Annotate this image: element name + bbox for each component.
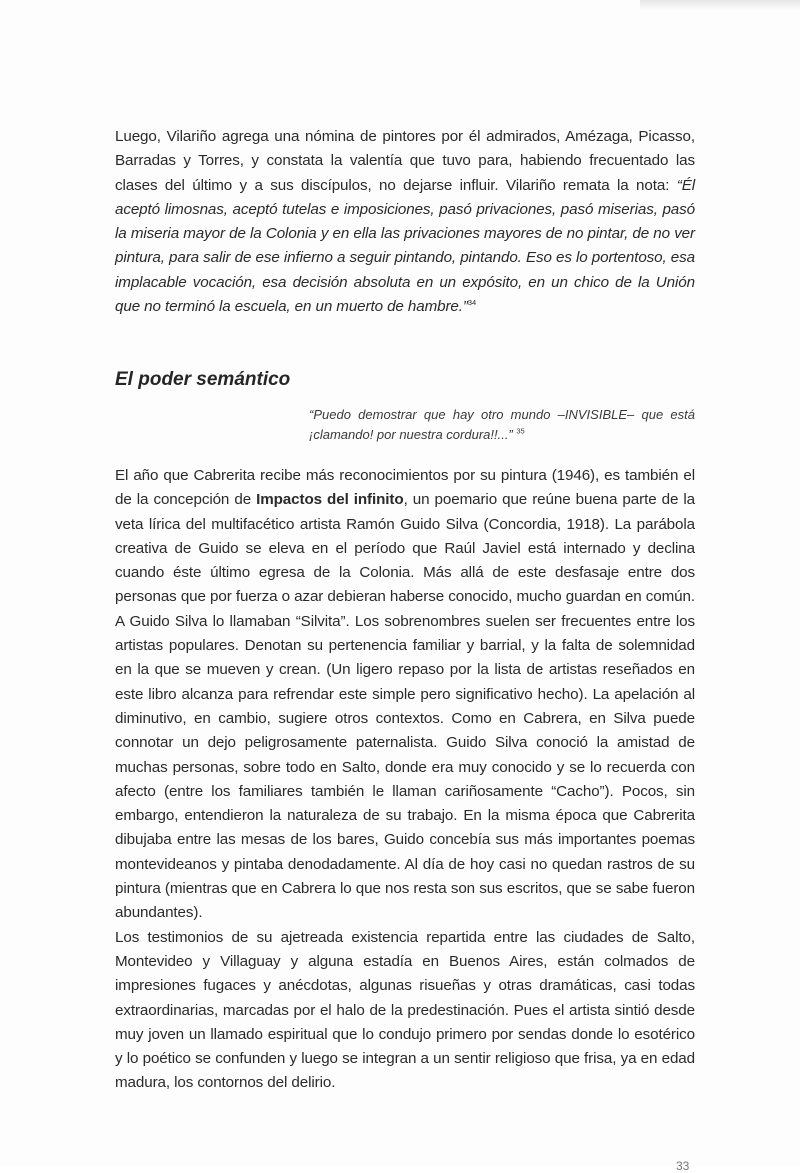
- footnote-ref-35: 35: [516, 426, 525, 436]
- paragraph-2-start: El año que Cabrerita recibe más reconocimientos por su pintura (1946), es también el de la concepción de: [115, 467, 695, 509]
- page-content: [115, 125, 695, 1092]
- section-body: [115, 464, 695, 1096]
- book-title-bold: Impactos del infinito: [256, 491, 404, 509]
- paragraph-testimonios: Los testimonios de su ajetreada existencia repartida entre las ciudades de Salto, Montevideo y Villaguay y alguna estadía en Buenos Aires, están colmados de impresiones fugaces y anécdotas, algunas risueñas y otras dramáticas, casi todas extraordinarias, marcadas por el halo de la predestinación. Pues el artista sintió desde muy joven un llamado espiritual que lo condujo primero por sendas donde lo esotérico y lo poético se confunden y luego se integran a un sentir religioso que frisa, ya en edad madura, los contornos del delirio.: [115, 928, 695, 1092]
- epigraph: [309, 405, 695, 445]
- footnote-ref-34: 34: [467, 298, 477, 308]
- paragraph-vilarino: [115, 125, 695, 319]
- section-heading: El poder semántico: [115, 369, 291, 390]
- epigraph-text: “Puedo demostrar que hay otro mundo –INVISIBLE– que está ¡clamando! por nuestra cordura!!...”: [309, 407, 695, 442]
- paragraph-2-rest: , un poemario que reúne buena parte de la veta lírica del multifacético artista Ramón Guido Silva (Concordia, 1918). La parábola creativa de Guido se eleva en el período que Raúl Javiel está internado y declina cuando éste último egresa de la Colonia. Más allá de este desfasaje entre dos personas que por fuerza o azar debieran haberse conocido, mucho guardan en común. A Guido Silva lo llamaban “Silvita”. Los sobrenombres suelen ser frecuentes entre los artistas populares. Denotan su pertenencia familiar y barrial, y la falta de solemnidad en la que se mueven y crean. (Un ligero repaso por la lista de artistas reseñados en este libro alcanza para refrendar este simple pero significativo hecho). La apelación al diminutivo, en cambio, sugiere otros contextos. Como en Cabrera, en Silva puede connotar un dejo peligrosamente paternalista. Guido Silva conoció la amistad de muchas personas, sobre todo en Salto, donde era muy conocido y se lo recuerda con afecto (entre los familiares también le llaman cariñosamente “Cacho”). Pocos, sin embargo, entendieron la naturaleza de su trabajo. En la misma época que Cabrerita dibujaba entre las mesas de los bares, Guido concebía sus más importantes poemas montevideanos y pintaba denodadamente. Al día de hoy casi no quedan rastros de su pintura (mientras que en Cabrera lo que nos resta son sus escritos, que se sabe fueron abundantes).: [115, 491, 695, 922]
- paragraph-intro-text: Luego, Vilariño agrega una nómina de pintores por él admirados, Amézaga, Picasso, Barradas y Torres, y constata la valentía que tuvo para, habiendo frecuentado las clases del último y a sus discípulos, no dejarse influir. Vilariño remata la nota:: [115, 128, 695, 194]
- page-number: 33: [676, 1159, 690, 1173]
- scan-edge-shadow: [640, 0, 800, 10]
- paragraph-guido-silva: [115, 464, 695, 926]
- vilarino-quote: “Él aceptó limosnas, aceptó tutelas e imposiciones, pasó privaciones, pasó miserias, pasó la miseria mayor de la Colonia y en ella las privaciones mayores de no pintar, de no ver pintura, para salir de ese infierno a seguir pintando, pintando. Eso es lo portentoso, esa implacable vocación, esa decisión absoluta en un expósito, en un chico de la Unión que no terminó la escuela, en un muerto de hambre.”: [115, 176, 695, 316]
